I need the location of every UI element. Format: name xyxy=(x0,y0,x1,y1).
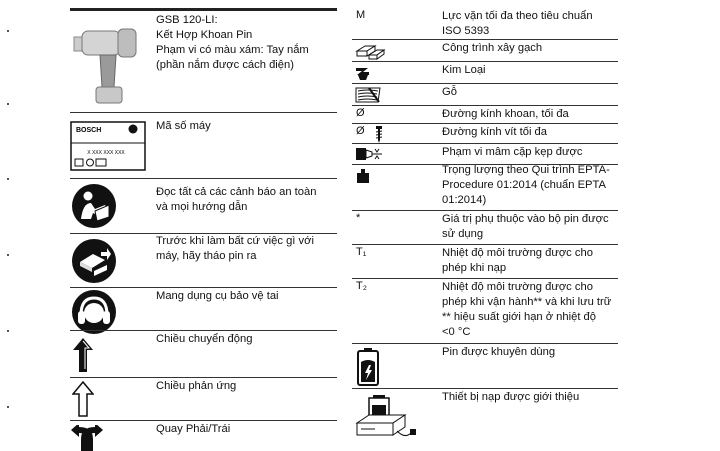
battery-note-symbol: * xyxy=(356,212,361,224)
table-row-direction-motion xyxy=(70,330,337,378)
torque-symbol: M xyxy=(356,9,366,21)
table-row-drill-diameter xyxy=(352,105,618,124)
table-row-ear-protection xyxy=(70,287,337,330)
forward-reverse-icon xyxy=(70,425,104,451)
margin-mark xyxy=(7,254,9,256)
torque-label: Lực vặn tối đa theo tiêu chuẩn ISO 5393 xyxy=(442,10,593,37)
table-row-read-warnings xyxy=(70,178,337,234)
table-row-weight xyxy=(352,164,618,211)
serial-plate-number: X XXX XXX XXX xyxy=(87,150,125,156)
battery-icon xyxy=(357,348,379,386)
battery-note-label: Giá trị phụ thuộc vào bộ pin được sử dụng xyxy=(442,213,609,240)
direction-motion-label: Chiều chuyển động xyxy=(156,333,253,345)
table-row-product xyxy=(70,8,337,111)
screw-diameter-symbol: Ø xyxy=(356,125,365,137)
table-row-metal xyxy=(352,61,618,84)
motion-arrow-icon xyxy=(72,337,94,373)
serial-plate-icon xyxy=(70,121,146,171)
remove-battery-label: Trước khi làm bất cứ việc gì với máy, hãy tháo pin ra xyxy=(156,235,314,262)
operating-temp-label: Nhiệt độ môi trường được cho phép khi vận hành** và khi lưu trữ ** hiệu suất giới hạn ở nhiệt độ <0 °C xyxy=(442,281,612,338)
read-manual-icon xyxy=(71,183,117,229)
charger-label: Thiết bị nạp được giới thiệu xyxy=(442,391,580,403)
table-row-charge-temp xyxy=(352,244,618,279)
table-row-charger xyxy=(352,388,618,450)
metal-icon xyxy=(355,65,371,81)
table-row-operating-temp xyxy=(352,278,618,344)
chuck-range-label: Phạm vi mâm cặp kẹp được xyxy=(442,146,583,158)
margin-mark xyxy=(7,178,9,180)
table-row-battery xyxy=(352,343,618,389)
table-row-screw-diameter xyxy=(352,123,618,144)
table-row-torque xyxy=(352,8,618,39)
metal-label: Kim Loại xyxy=(442,64,486,76)
read-warnings-label: Đọc tất cả các cảnh báo an toàn và mọi hướng dẫn xyxy=(156,186,317,213)
charger-icon xyxy=(355,395,419,441)
wood-label: Gỗ xyxy=(442,86,457,98)
direction-reaction-label: Chiều phản ứng xyxy=(156,380,237,392)
rotation-label: Quay Phải/Trái xyxy=(156,423,231,435)
table-row-masonry xyxy=(352,39,618,62)
weight-icon xyxy=(356,169,370,183)
table-row-rotation xyxy=(70,420,337,450)
masonry-label: Công trình xây gạch xyxy=(442,42,543,54)
margin-mark xyxy=(7,406,9,408)
battery-label: Pin được khuyên dùng xyxy=(442,346,556,358)
table-row-remove-battery xyxy=(70,233,337,288)
screw-icon xyxy=(374,126,384,144)
chuck-icon xyxy=(355,147,383,161)
wood-icon xyxy=(355,87,381,103)
table-row-battery-note xyxy=(352,210,618,245)
drill-icon xyxy=(70,17,140,107)
drill-diameter-label: Đường kính khoan, tối đa xyxy=(442,108,569,120)
bricks-icon xyxy=(355,42,385,60)
remove-battery-icon xyxy=(71,238,117,284)
serial-label: Mã số máy xyxy=(156,120,211,132)
table-row-chuck-range xyxy=(352,143,618,165)
ear-protection-icon xyxy=(71,289,117,335)
serial-plate-brand: BOSCH xyxy=(76,127,102,134)
drill-diameter-symbol: Ø xyxy=(356,107,365,119)
charge-temp-label: Nhiệt độ môi trường được cho phép khi nạp xyxy=(442,247,593,274)
weight-label: Trọng lượng theo Qui trình EPTA- Procedure 01:2014 (chuẩn EPTA 01:2014) xyxy=(442,164,610,206)
margin-mark xyxy=(7,30,9,32)
charge-temp-symbol: T₁ xyxy=(356,246,367,258)
table-row-serial xyxy=(70,112,337,175)
operating-temp-symbol: T₂ xyxy=(356,280,367,292)
table-row-direction-reaction xyxy=(70,377,337,421)
table-row-wood xyxy=(352,83,618,106)
margin-mark xyxy=(7,330,9,332)
ear-protection-label: Mang dụng cụ bảo vệ tai xyxy=(156,290,279,302)
reaction-arrow-icon xyxy=(72,381,94,417)
product-description: GSB 120-LI: Kết Hợp Khoan Pin Phạm vi có màu xám: Tay nắm (phần nắm được cách điện) xyxy=(156,14,309,71)
screw-diameter-label: Đường kính vít tối đa xyxy=(442,126,547,138)
margin-mark xyxy=(7,103,9,105)
